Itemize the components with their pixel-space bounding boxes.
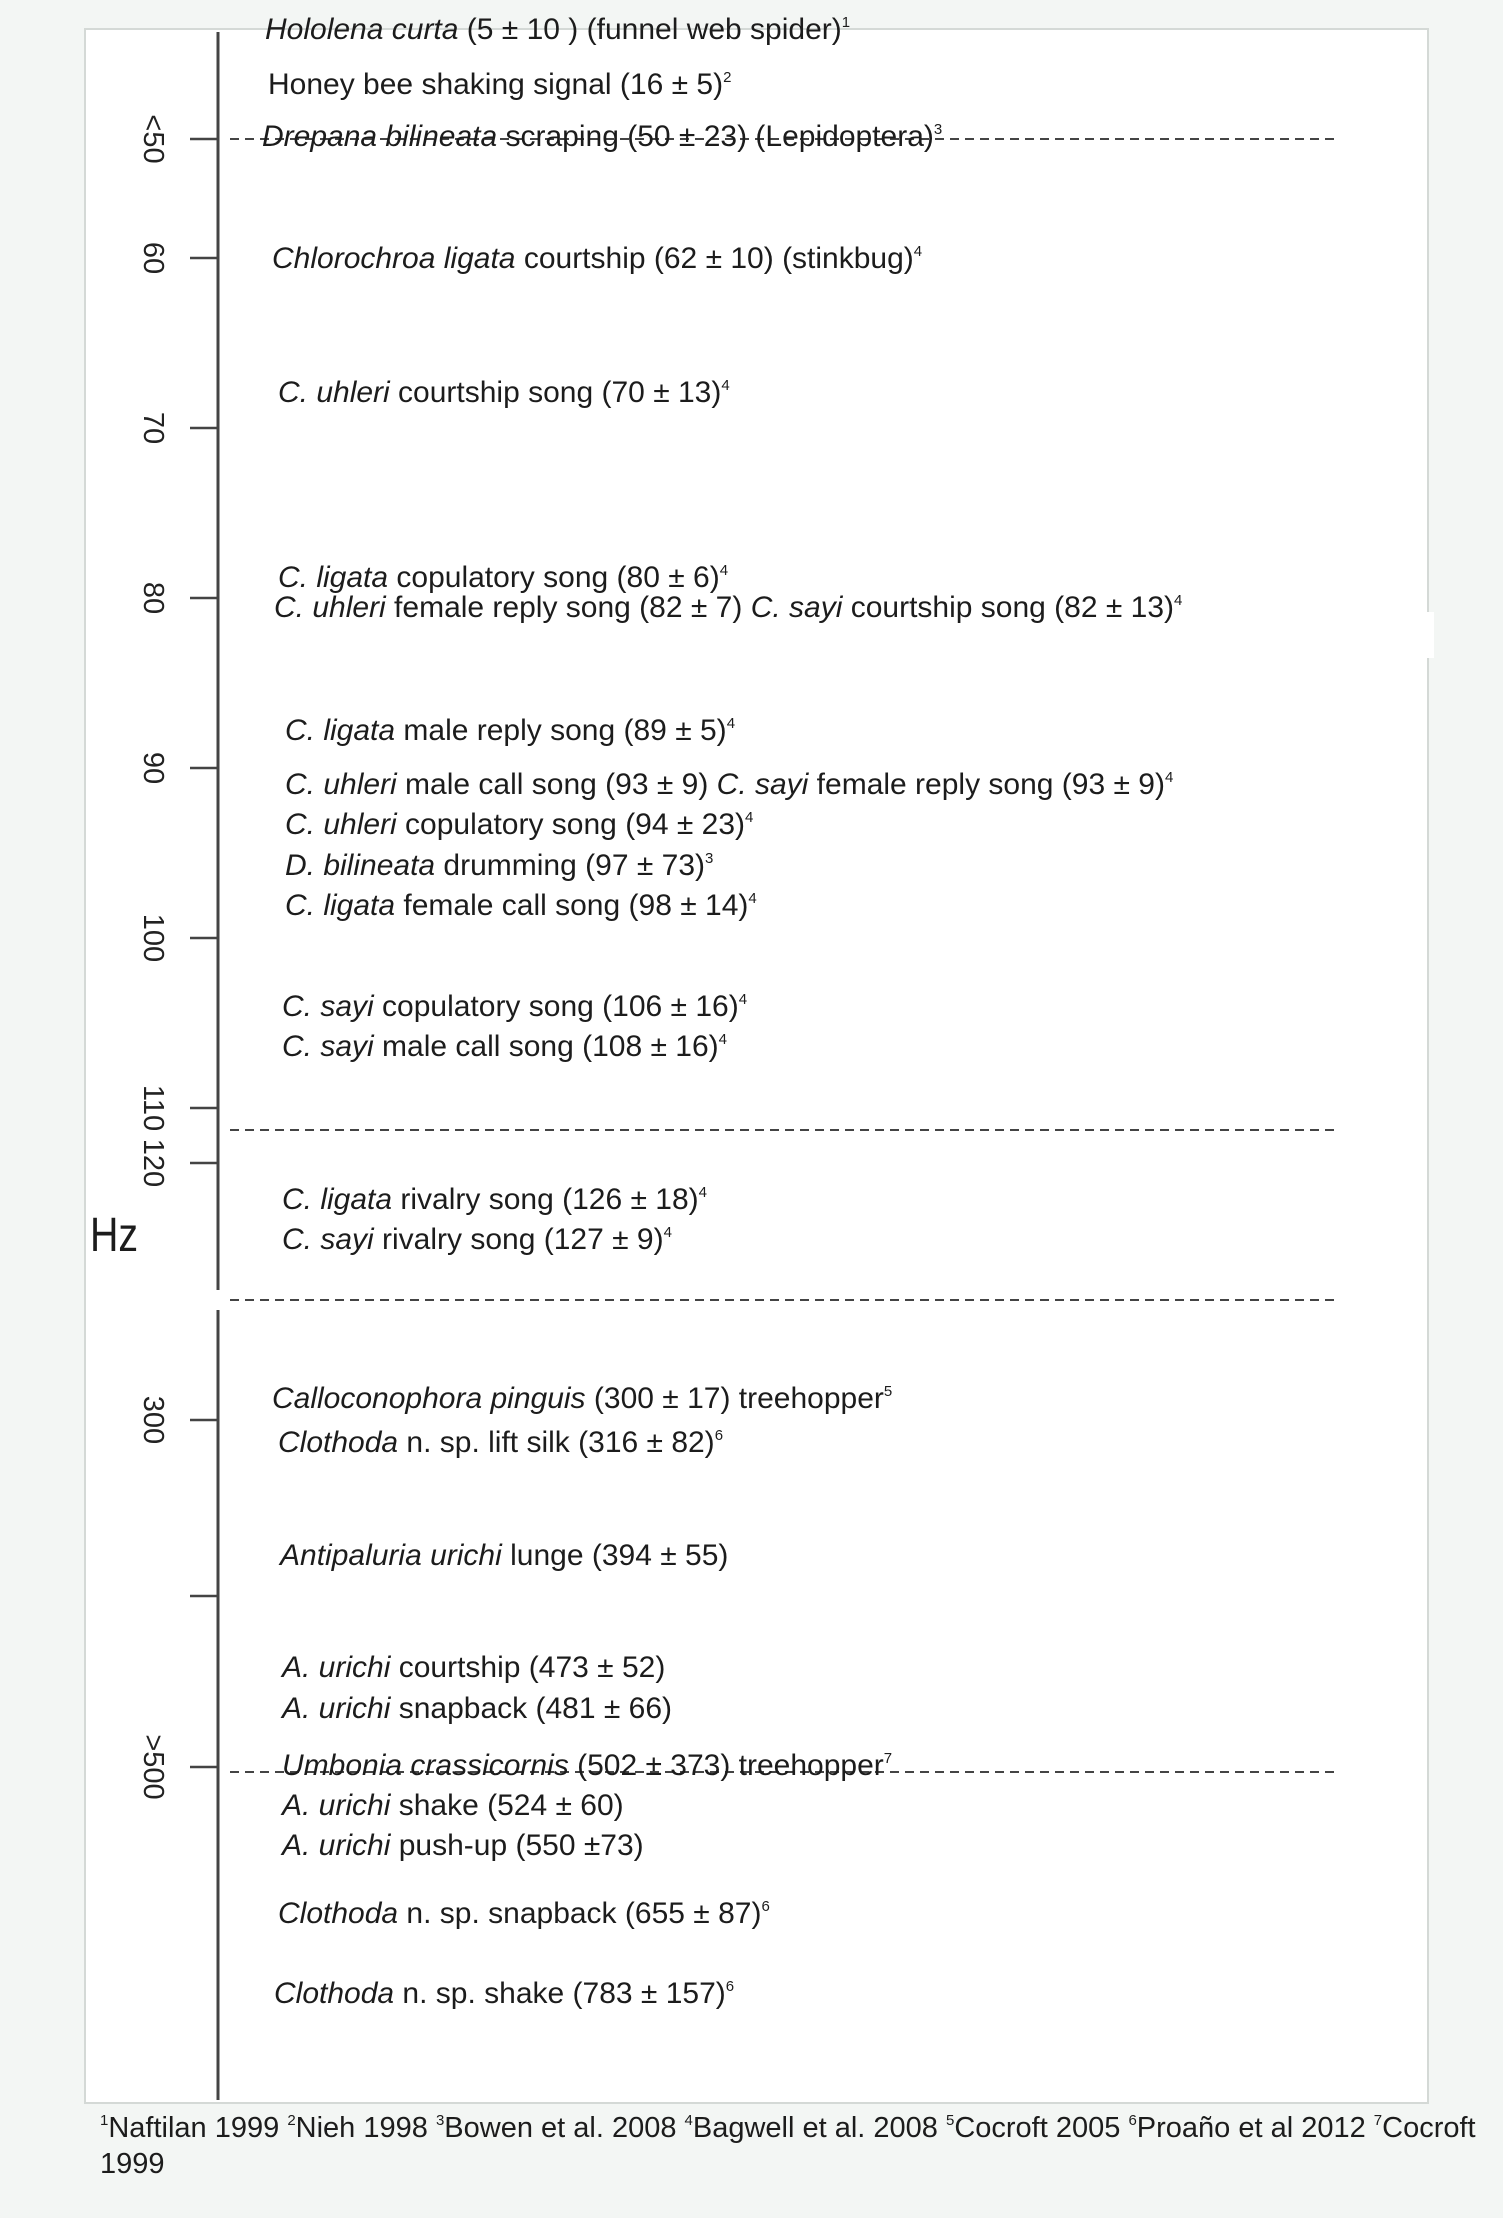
entry-text: copulatory song (80 ± 6) xyxy=(388,561,720,594)
species-name: D. bilineata xyxy=(285,849,436,882)
species-name: C. uhleri xyxy=(274,591,386,624)
reference-superscript: 6 xyxy=(725,1978,735,1995)
signal-entry xyxy=(282,1691,672,1727)
reference-superscript: 3 xyxy=(933,121,943,138)
reference-footnotes xyxy=(100,2110,1480,2182)
entry-text: copulatory song (106 ± 16) xyxy=(373,990,739,1023)
reference-superscript: 4 xyxy=(698,1184,707,1201)
species-name: Clothoda xyxy=(278,1426,399,1459)
reference-superscript: 4 xyxy=(1174,592,1183,609)
entry-text: Nieh 1998 xyxy=(295,2112,436,2144)
reference-superscript: 4 xyxy=(748,890,757,907)
axis-tick-label: 60 xyxy=(137,241,169,275)
reference-superscript: 6 xyxy=(1128,2112,1137,2129)
entry-text: male reply song (89 ± 5) xyxy=(395,714,727,747)
entry-text: Naftilan 1999 xyxy=(108,2112,288,2144)
entry-text: copulatory song (94 ± 23) xyxy=(396,808,746,841)
entry-text: Cocroft 1999 xyxy=(100,2112,1476,2180)
entry-text: snapback (481 ± 66) xyxy=(390,1692,673,1725)
entry-text: courtship song (82 ± 13) xyxy=(842,591,1175,624)
species-name: C. ligata xyxy=(285,714,396,747)
reference-superscript: 7 xyxy=(883,1750,893,1767)
species-name: Antipaluria urichi xyxy=(280,1539,502,1572)
entry-text: scraping (50 ± 23) (Lepidoptera) xyxy=(497,120,934,153)
signal-entry xyxy=(285,767,1173,803)
reference-superscript: 3 xyxy=(435,2112,445,2129)
axis-tick-label: <50 xyxy=(137,114,169,164)
entry-text: male call song (93 ± 9) xyxy=(396,768,717,801)
reference-superscript: 4 xyxy=(1164,769,1174,786)
signal-entry xyxy=(280,1538,728,1574)
signal-entry xyxy=(285,807,753,843)
species-name: C. sayi xyxy=(716,768,809,801)
species-name: A. urichi xyxy=(282,1829,391,1862)
entry-text: n. sp. shake (783 ± 157) xyxy=(394,1977,726,2010)
entry-text: Proaño et al 2012 xyxy=(1136,2112,1374,2144)
species-name: C. sayi xyxy=(750,591,843,624)
reference-superscript: 6 xyxy=(761,1898,770,1915)
species-name: C. ligata xyxy=(282,1183,393,1216)
signal-entry xyxy=(282,1222,672,1258)
axis-tick-label: >500 xyxy=(137,1734,169,1800)
reference-superscript: 2 xyxy=(723,69,732,86)
entry-text: rivalry song (127 ± 9) xyxy=(373,1223,664,1256)
axis-tick-label: 110 xyxy=(137,1084,169,1132)
entry-text: female reply song (82 ± 7) xyxy=(385,591,751,624)
reference-superscript: 5 xyxy=(945,2112,955,2129)
species-name: Umbonia crassicornis xyxy=(282,1749,569,1782)
entry-text: (300 ± 17) treehopper xyxy=(585,1382,884,1415)
signal-entry xyxy=(272,241,922,277)
species-name: Drepana bilineata xyxy=(262,120,498,153)
signal-entry xyxy=(274,590,1182,626)
signal-entry xyxy=(282,1650,665,1686)
species-name: C. ligata xyxy=(285,889,396,922)
reference-superscript: 3 xyxy=(705,850,714,867)
axis-tick-label: 80 xyxy=(137,581,169,615)
entry-text: (5 ± 10 ) (funnel web spider) xyxy=(458,13,842,46)
entry-text: push-up (550 ±73) xyxy=(390,1829,644,1862)
entry-text: shake (524 ± 60) xyxy=(390,1789,624,1822)
species-name: A. urichi xyxy=(282,1692,391,1725)
signal-entry xyxy=(285,848,713,884)
species-name: C. uhleri xyxy=(285,768,397,801)
species-name: Calloconophora pinguis xyxy=(272,1382,586,1415)
species-name: C. sayi xyxy=(282,990,374,1023)
reference-superscript: 4 xyxy=(721,377,730,394)
entry-text: drumming (97 ± 73) xyxy=(435,849,705,882)
reference-superscript: 5 xyxy=(883,1383,893,1400)
signal-entry xyxy=(282,1182,707,1218)
entry-text: male call song (108 ± 16) xyxy=(373,1030,719,1063)
signal-entry xyxy=(282,1788,624,1824)
species-name: C. ligata xyxy=(278,561,389,594)
signal-entry xyxy=(285,888,757,924)
signal-entry xyxy=(278,1425,723,1461)
reference-superscript: 4 xyxy=(663,1224,672,1241)
signal-entry xyxy=(262,119,942,155)
signal-entry xyxy=(282,1828,644,1864)
entry-text: courtship (62 ± 10) (stinkbug) xyxy=(515,242,914,275)
signal-entry xyxy=(265,12,850,48)
reference-superscript: 4 xyxy=(738,991,748,1008)
entry-text: Cocroft 2005 xyxy=(954,2112,1129,2144)
reference-superscript: 4 xyxy=(913,243,923,260)
signal-entry xyxy=(282,1029,727,1065)
signal-entry xyxy=(272,1381,892,1417)
reference-superscript: 6 xyxy=(714,1427,724,1444)
entry-text: courtship song (70 ± 13) xyxy=(389,376,722,409)
signal-entry xyxy=(282,1748,892,1784)
entry-text: n. sp. snapback (655 ± 87) xyxy=(398,1897,762,1930)
entry-text: courtship (473 ± 52) xyxy=(390,1651,666,1684)
axis-unit-label: Hz xyxy=(90,1209,139,1262)
reference-superscript: 4 xyxy=(718,1031,728,1048)
entry-text: Bowen et al. 2008 xyxy=(444,2112,685,2144)
reference-superscript: 7 xyxy=(1373,2112,1383,2129)
reference-superscript: 4 xyxy=(745,809,754,826)
reference-superscript: 2 xyxy=(287,2112,296,2129)
species-name: C. sayi xyxy=(282,1030,374,1063)
signal-entry xyxy=(274,1976,734,2012)
entry-text: Bagwell et al. 2008 xyxy=(692,2112,946,2144)
axis-tick-label: 100 xyxy=(137,913,169,963)
species-name: C. uhleri xyxy=(278,376,390,409)
species-name: Hololena curta xyxy=(265,13,459,46)
species-name: A. urichi xyxy=(282,1789,391,1822)
entry-text: (502 ± 373) treehopper xyxy=(568,1749,884,1782)
axis-tick-label: 300 xyxy=(137,1395,169,1445)
axis-tick-label: 90 xyxy=(137,751,169,785)
entry-text: female reply song (93 ± 9) xyxy=(808,768,1165,801)
reference-superscript: 4 xyxy=(684,2112,693,2129)
species-name: Clothoda xyxy=(274,1977,395,2010)
species-name: C. sayi xyxy=(282,1223,374,1256)
reference-superscript: 1 xyxy=(100,2112,109,2129)
reference-superscript: 4 xyxy=(726,715,736,732)
signal-entry xyxy=(268,67,731,103)
entry-text: Honey bee shaking signal (16 ± 5) xyxy=(268,68,724,101)
entry-text: n. sp. lift silk (316 ± 82) xyxy=(398,1426,715,1459)
reference-superscript: 4 xyxy=(719,562,729,579)
species-name: C. uhleri xyxy=(285,808,397,841)
species-name: Chlorochroa ligata xyxy=(272,242,516,275)
species-name: A. urichi xyxy=(282,1651,391,1684)
axis-tick-label: 120 xyxy=(137,1138,169,1188)
signal-entry xyxy=(278,375,730,411)
entry-text: female call song (98 ± 14) xyxy=(395,889,749,922)
axis-tick-label: 70 xyxy=(137,411,169,445)
reference-superscript: 1 xyxy=(841,14,851,31)
signal-entry xyxy=(278,1896,770,1932)
species-name: Clothoda xyxy=(278,1897,399,1930)
entry-text: lunge (394 ± 55) xyxy=(501,1539,729,1572)
entry-text: rivalry song (126 ± 18) xyxy=(392,1183,699,1216)
signal-entry xyxy=(285,713,735,749)
signal-entry xyxy=(282,989,747,1025)
